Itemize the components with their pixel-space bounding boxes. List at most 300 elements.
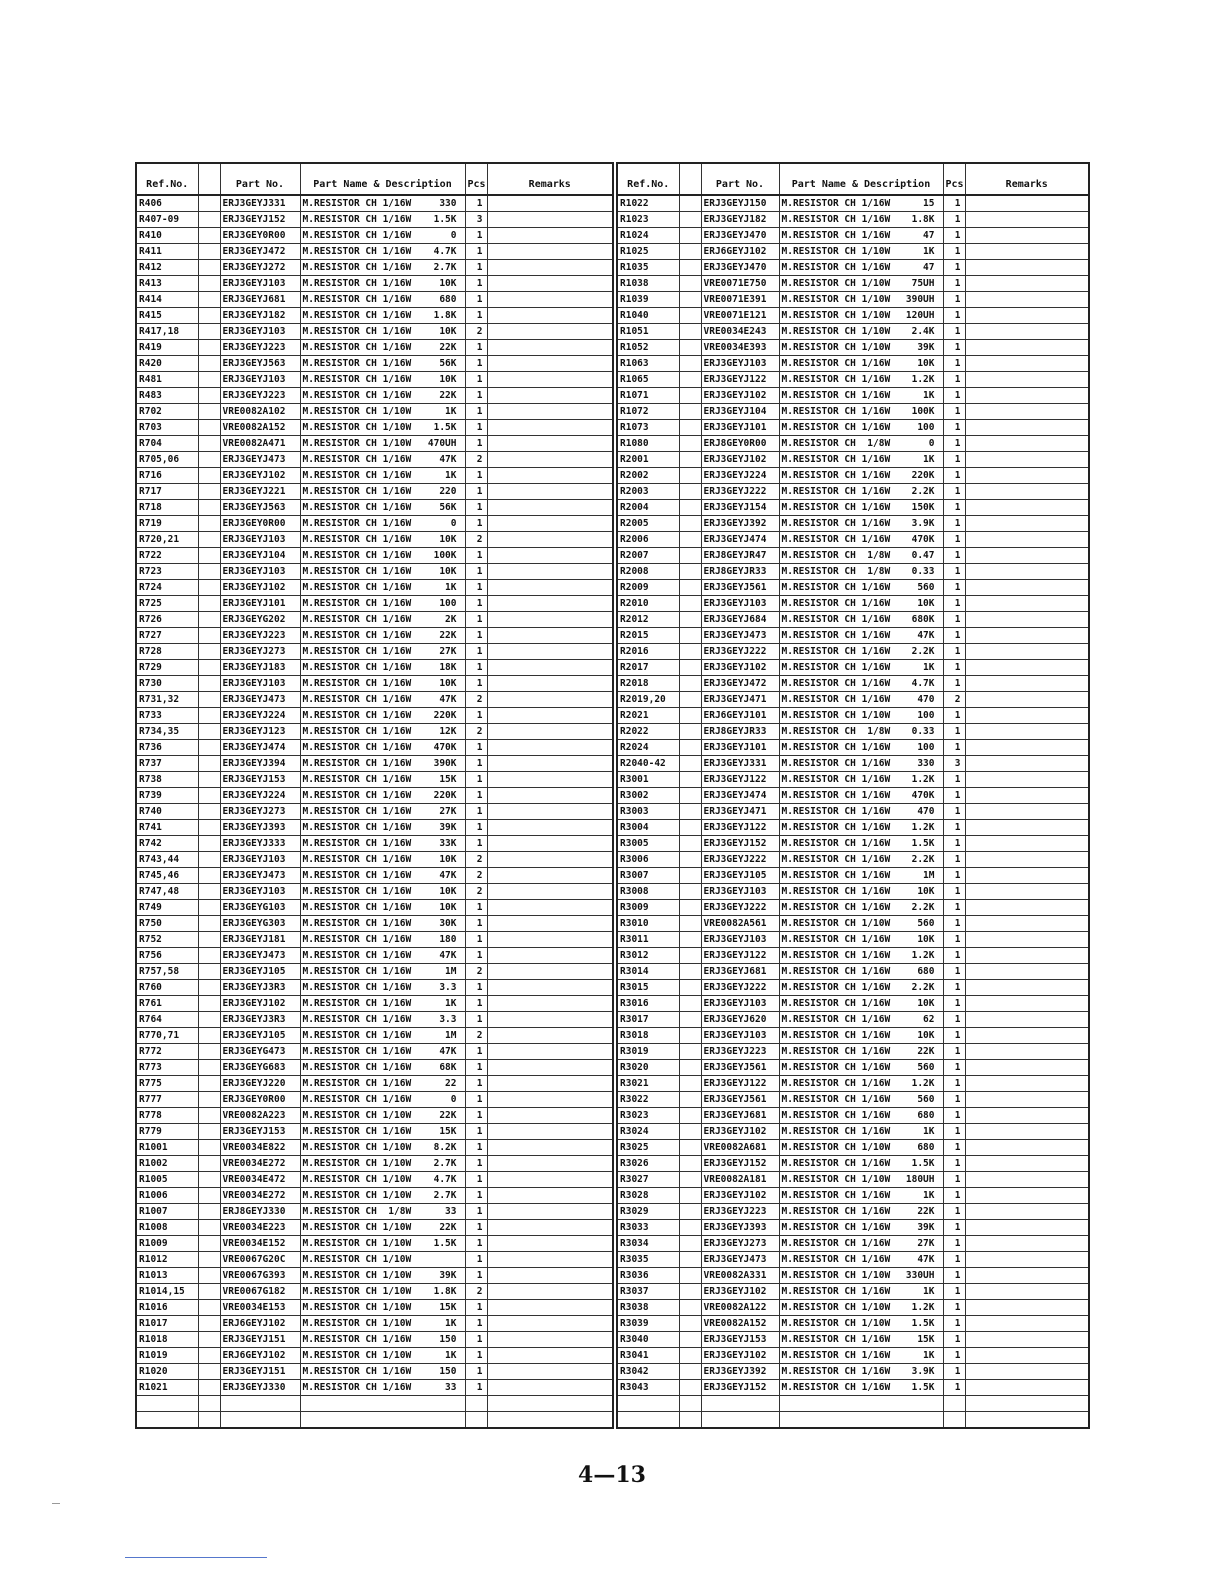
description-text: M.RESISTOR CH 1/16W [302, 1382, 412, 1393]
table-row [136, 388, 613, 404]
table-row [617, 532, 1089, 548]
ref-cell: R417,18 [136, 324, 198, 340]
table-row [136, 548, 613, 564]
value-text: 100 [439, 598, 457, 609]
description-cell [779, 1156, 943, 1172]
remarks-cell [965, 676, 1089, 692]
description-cell [300, 804, 465, 820]
pcs-cell: 1 [943, 852, 965, 868]
part-no-cell: ERJ3GEYJ473 [701, 1252, 779, 1268]
description-cell [300, 1060, 465, 1076]
value-text: 2.4K [911, 326, 935, 337]
description-text: M.RESISTOR CH 1/16W [302, 1014, 412, 1025]
value-text: 15 [923, 198, 935, 209]
part-no-cell: VRE0071E750 [701, 276, 779, 292]
pcs-cell: 1 [943, 1108, 965, 1124]
pcs-cell: 1 [465, 484, 487, 500]
remarks-cell [487, 852, 613, 868]
remarks-cell [965, 1252, 1089, 1268]
ref-cell: R3016 [617, 996, 679, 1012]
blank-cell [198, 692, 220, 708]
value-text: 10K [439, 326, 457, 337]
value-text: 18K [439, 662, 457, 673]
description-text: M.RESISTOR CH 1/10W [781, 294, 891, 305]
table-row [136, 532, 613, 548]
value-text: 2.2K [911, 486, 935, 497]
empty-cell [220, 1396, 300, 1412]
value-text: 22K [439, 390, 457, 401]
blank-cell [679, 228, 701, 244]
pcs-cell: 1 [465, 276, 487, 292]
table-row [136, 980, 613, 996]
part-no-cell: ERJ3GEYJ183 [220, 660, 300, 676]
description-cell [300, 1012, 465, 1028]
value-text: 470 [917, 694, 935, 705]
value-text: 1.2K [911, 950, 935, 961]
part-no-cell: ERJ3GEYJ473 [220, 948, 300, 964]
parts-table-right [616, 162, 1090, 1429]
ref-cell: R737 [136, 756, 198, 772]
value-text: 33 [445, 1206, 457, 1217]
remarks-cell [487, 804, 613, 820]
description-cell [779, 948, 943, 964]
description-text: M.RESISTOR CH 1/16W [781, 198, 891, 209]
blank-cell [679, 1300, 701, 1316]
description-text: M.RESISTOR CH 1/10W [781, 326, 891, 337]
pcs-cell: 1 [465, 948, 487, 964]
blank-cell [198, 996, 220, 1012]
ref-cell: R777 [136, 1092, 198, 1108]
description-cell [779, 1332, 943, 1348]
pcs-cell: 1 [943, 1140, 965, 1156]
description-cell [779, 420, 943, 436]
pcs-cell: 1 [465, 1188, 487, 1204]
table-row [617, 1188, 1089, 1204]
pcs-cell: 1 [465, 916, 487, 932]
ref-cell: R2024 [617, 740, 679, 756]
ref-cell: R481 [136, 372, 198, 388]
description-cell [779, 484, 943, 500]
pcs-cell: 1 [465, 372, 487, 388]
pcs-cell: 1 [465, 260, 487, 276]
pcs-cell: 1 [465, 1044, 487, 1060]
description-text: M.RESISTOR CH 1/16W [302, 1334, 412, 1345]
pcs-cell: 1 [943, 228, 965, 244]
description-cell [779, 1236, 943, 1252]
blank-cell [679, 195, 701, 212]
empty-row [136, 1412, 613, 1429]
description-cell [779, 195, 943, 212]
remarks-cell [487, 1332, 613, 1348]
table-row [136, 1300, 613, 1316]
description-text: M.RESISTOR CH 1/10W [302, 1302, 412, 1313]
ref-cell: R3008 [617, 884, 679, 900]
description-cell [300, 356, 465, 372]
blank-cell [198, 1044, 220, 1060]
blank-cell [679, 324, 701, 340]
part-no-cell: ERJ6GEYJ102 [701, 244, 779, 260]
value-text: 1.8K [911, 214, 935, 225]
description-cell [300, 1316, 465, 1332]
description-text: M.RESISTOR CH 1/16W [781, 870, 891, 881]
description-text: M.RESISTOR CH 1/16W [781, 934, 891, 945]
part-no-cell: VRE0067G20C [220, 1252, 300, 1268]
pcs-cell: 2 [465, 884, 487, 900]
table-row [617, 580, 1089, 596]
part-no-cell: ERJ3GEYJ102 [701, 1188, 779, 1204]
description-text: M.RESISTOR CH 1/16W [302, 662, 412, 673]
part-no-cell: ERJ3GEYJ122 [701, 948, 779, 964]
value-text: 47K [439, 694, 457, 705]
blank-cell [198, 980, 220, 996]
value-text: 1.5K [911, 1318, 935, 1329]
value-text: 680 [439, 294, 457, 305]
value-text: 39K [917, 1222, 935, 1233]
value-text: 1.5K [433, 1238, 457, 1249]
blank-cell [679, 596, 701, 612]
value-text: 3.9K [911, 1366, 935, 1377]
description-cell [300, 1300, 465, 1316]
ref-cell: R1071 [617, 388, 679, 404]
part-no-cell: ERJ3GEYJ101 [701, 740, 779, 756]
ref-cell: R719 [136, 516, 198, 532]
pcs-cell: 2 [465, 868, 487, 884]
remarks-cell [487, 1300, 613, 1316]
description-text: M.RESISTOR CH 1/16W [302, 390, 412, 401]
table-row [617, 708, 1089, 724]
part-no-cell: ERJ3GEYJ273 [220, 804, 300, 820]
value-text: 22K [917, 1206, 935, 1217]
ref-cell: R1065 [617, 372, 679, 388]
blank-cell [679, 580, 701, 596]
table-row [136, 1060, 613, 1076]
remarks-cell [487, 1140, 613, 1156]
value-text: 100 [917, 710, 935, 721]
value-text: 470K [433, 742, 457, 753]
table-row [617, 1284, 1089, 1300]
pcs-cell: 1 [943, 612, 965, 628]
ref-cell: R742 [136, 836, 198, 852]
description-cell [779, 1076, 943, 1092]
table-row [617, 596, 1089, 612]
table-row [136, 484, 613, 500]
pcs-cell: 1 [943, 1332, 965, 1348]
blank-cell [679, 1156, 701, 1172]
part-no-cell: ERJ3GEYJ474 [220, 740, 300, 756]
description-cell [300, 516, 465, 532]
part-no-cell: ERJ3GEYJ105 [220, 964, 300, 980]
ref-cell: R415 [136, 308, 198, 324]
part-no-cell: ERJ8GEYJR47 [701, 548, 779, 564]
remarks-cell [487, 916, 613, 932]
blank-cell [679, 916, 701, 932]
value-text: 47 [923, 262, 935, 273]
empty-cell [679, 1396, 701, 1412]
part-no-cell: ERJ3GEYJ102 [701, 660, 779, 676]
remarks-cell [487, 388, 613, 404]
table-row [617, 516, 1089, 532]
table-row [136, 820, 613, 836]
remarks-cell [965, 1364, 1089, 1380]
blank-cell [198, 324, 220, 340]
description-cell [779, 548, 943, 564]
pcs-cell: 1 [465, 596, 487, 612]
ref-cell: R717 [136, 484, 198, 500]
table-row [136, 1076, 613, 1092]
value-text [457, 1252, 463, 1267]
description-text: M.RESISTOR CH 1/16W [781, 1206, 891, 1217]
table-row [617, 1156, 1089, 1172]
pcs-cell: 1 [943, 1012, 965, 1028]
part-no-cell: ERJ3GEYJ182 [701, 212, 779, 228]
empty-cell [198, 1396, 220, 1412]
ref-cell: R2019,20 [617, 692, 679, 708]
description-text: M.RESISTOR CH 1/16W [781, 1030, 891, 1041]
part-no-cell: VRE0034E153 [220, 1300, 300, 1316]
table-row [617, 1300, 1089, 1316]
table-row [617, 1348, 1089, 1364]
remarks-cell [487, 1364, 613, 1380]
value-text: 15K [917, 1334, 935, 1345]
description-text: M.RESISTOR CH 1/16W [302, 358, 412, 369]
part-no-cell: ERJ3GEY0R00 [220, 1092, 300, 1108]
part-no-cell: ERJ3GEYJ223 [220, 628, 300, 644]
remarks-cell [487, 1268, 613, 1284]
remarks-cell [965, 948, 1089, 964]
value-text: 150 [439, 1366, 457, 1377]
description-text: M.RESISTOR CH 1/16W [781, 982, 891, 993]
description-text: M.RESISTOR CH 1/16W [781, 998, 891, 1009]
pcs-cell: 1 [465, 1204, 487, 1220]
table-row [617, 356, 1089, 372]
description-text: M.RESISTOR CH 1/8W [781, 550, 891, 561]
part-no-cell: ERJ3GEYJ151 [220, 1364, 300, 1380]
pcs-cell: 1 [465, 996, 487, 1012]
table-row [136, 996, 613, 1012]
description-text: M.RESISTOR CH 1/10W [302, 1270, 412, 1281]
ref-cell: R3003 [617, 804, 679, 820]
ref-cell: R734,35 [136, 724, 198, 740]
blank-cell [679, 212, 701, 228]
table-row [136, 724, 613, 740]
ref-cell: R1006 [136, 1188, 198, 1204]
blank-cell [198, 340, 220, 356]
remarks-cell [487, 836, 613, 852]
table-row [617, 1268, 1089, 1284]
description-cell [300, 292, 465, 308]
value-text: 39K [439, 1270, 457, 1281]
pcs-cell: 1 [943, 276, 965, 292]
description-cell [779, 1348, 943, 1364]
table-row [136, 404, 613, 420]
description-cell [779, 324, 943, 340]
description-cell [779, 1108, 943, 1124]
value-text: 2.2K [911, 982, 935, 993]
remarks-cell [487, 1316, 613, 1332]
empty-cell [465, 1396, 487, 1412]
ref-cell: R3043 [617, 1380, 679, 1396]
remarks-cell [965, 468, 1089, 484]
description-cell [300, 660, 465, 676]
blank-cell [198, 1172, 220, 1188]
description-cell [300, 628, 465, 644]
part-no-cell: ERJ3GEYJ222 [701, 644, 779, 660]
table-row [136, 1108, 613, 1124]
ref-cell: R733 [136, 708, 198, 724]
description-cell [300, 596, 465, 612]
description-text: M.RESISTOR CH 1/10W [781, 1318, 891, 1329]
ref-cell: R3026 [617, 1156, 679, 1172]
pcs-cell: 1 [465, 836, 487, 852]
remarks-cell [487, 1348, 613, 1364]
description-cell [779, 692, 943, 708]
description-text: M.RESISTOR CH 1/16W [302, 934, 412, 945]
remarks-cell [965, 1284, 1089, 1300]
ref-cell: R3024 [617, 1124, 679, 1140]
pcs-cell: 1 [943, 740, 965, 756]
pcs-cell: 1 [943, 564, 965, 580]
table-row [617, 324, 1089, 340]
pcs-cell: 1 [943, 836, 965, 852]
table-row [617, 932, 1089, 948]
description-text: M.RESISTOR CH 1/16W [302, 678, 412, 689]
part-no-cell: ERJ3GEYG683 [220, 1060, 300, 1076]
part-no-cell: ERJ3GEYJ222 [701, 900, 779, 916]
ref-cell: R1035 [617, 260, 679, 276]
remarks-cell [965, 1188, 1089, 1204]
remarks-cell [965, 1316, 1089, 1332]
blank-cell [679, 836, 701, 852]
description-text: M.RESISTOR CH 1/16W [302, 838, 412, 849]
value-text: 1K [923, 1286, 935, 1297]
pcs-cell: 1 [943, 420, 965, 436]
blank-cell [198, 1316, 220, 1332]
part-no-cell: VRE0082A331 [701, 1268, 779, 1284]
pcs-cell: 1 [465, 195, 487, 212]
description-text: M.RESISTOR CH 1/16W [302, 1078, 412, 1089]
part-no-cell: ERJ3GEYJ471 [701, 692, 779, 708]
remarks-cell [965, 708, 1089, 724]
part-no-cell: ERJ6GEYJ102 [220, 1348, 300, 1364]
remarks-cell [965, 484, 1089, 500]
description-text: M.RESISTOR CH 1/16W [781, 1286, 891, 1297]
pcs-cell: 1 [943, 1236, 965, 1252]
blank-cell [198, 900, 220, 916]
pcs-cell: 1 [465, 740, 487, 756]
value-text: 12K [439, 726, 457, 737]
remarks-cell [487, 1284, 613, 1300]
blank-cell [679, 948, 701, 964]
pcs-cell: 1 [943, 244, 965, 260]
pcs-cell: 1 [943, 388, 965, 404]
description-text: M.RESISTOR CH 1/16W [781, 1238, 891, 1249]
empty-row [617, 1396, 1089, 1412]
blank-cell [679, 980, 701, 996]
ref-cell: R1008 [136, 1220, 198, 1236]
blank-cell [198, 1236, 220, 1252]
part-no-cell: ERJ3GEYJ122 [701, 372, 779, 388]
value-text: 1K [445, 998, 457, 1009]
remarks-cell [965, 1124, 1089, 1140]
part-no-cell: VRE0071E121 [701, 308, 779, 324]
description-cell [300, 532, 465, 548]
blank-cell [679, 308, 701, 324]
description-cell [300, 1188, 465, 1204]
description-text: M.RESISTOR CH 1/10W [302, 1238, 412, 1249]
pcs-cell: 1 [465, 404, 487, 420]
description-cell [300, 1156, 465, 1172]
description-text: M.RESISTOR CH 1/8W [781, 566, 891, 577]
description-text: M.RESISTOR CH 1/16W [302, 1366, 412, 1377]
part-no-cell: ERJ3GEYJ102 [701, 1124, 779, 1140]
blank-cell [198, 580, 220, 596]
description-cell [300, 740, 465, 756]
ref-cell: R770,71 [136, 1028, 198, 1044]
table-row [136, 868, 613, 884]
blank-cell [679, 804, 701, 820]
blank-cell [679, 692, 701, 708]
table-row [617, 195, 1089, 212]
value-text: 47 [923, 230, 935, 241]
ref-cell: R703 [136, 420, 198, 436]
ref-cell: R1022 [617, 195, 679, 212]
description-cell [779, 1188, 943, 1204]
part-no-cell: ERJ3GEYJ103 [701, 596, 779, 612]
pcs-cell: 1 [465, 676, 487, 692]
part-no-cell: VRE0082A181 [701, 1172, 779, 1188]
pcs-cell: 1 [465, 228, 487, 244]
pcs-cell: 1 [943, 212, 965, 228]
blank-cell [198, 1188, 220, 1204]
description-text: M.RESISTOR CH 1/16W [781, 1222, 891, 1233]
part-no-cell: ERJ8GEYJR33 [701, 564, 779, 580]
remarks-cell [965, 628, 1089, 644]
part-no-cell: ERJ8GEYJ330 [220, 1204, 300, 1220]
remarks-cell [965, 740, 1089, 756]
description-cell [779, 980, 943, 996]
description-text: M.RESISTOR CH 1/16W [781, 838, 891, 849]
blank-cell [679, 628, 701, 644]
part-no-cell: ERJ3GEYJ222 [701, 484, 779, 500]
blank-cell [198, 676, 220, 692]
remarks-cell [965, 308, 1089, 324]
description-text: M.RESISTOR CH 1/16W [302, 614, 412, 625]
remarks-cell [487, 1028, 613, 1044]
description-text: M.RESISTOR CH 1/16W [302, 982, 412, 993]
remarks-cell [965, 324, 1089, 340]
parts-table-left [135, 162, 614, 1429]
description-text: M.RESISTOR CH 1/10W [781, 246, 891, 257]
table-row [136, 1220, 613, 1236]
description-text: M.RESISTOR CH 1/16W [781, 1094, 891, 1105]
value-text: 1.5K [911, 1382, 935, 1393]
value-text: 560 [917, 1062, 935, 1073]
part-no-cell: ERJ3GEYJ153 [220, 1124, 300, 1140]
part-no-cell: ERJ3GEYJ473 [701, 628, 779, 644]
ref-cell: R3035 [617, 1252, 679, 1268]
description-cell [300, 1028, 465, 1044]
ref-cell: R3037 [617, 1284, 679, 1300]
blank-cell [679, 612, 701, 628]
table-row [136, 1380, 613, 1396]
ref-cell: R1019 [136, 1348, 198, 1364]
remarks-cell [487, 516, 613, 532]
blank-cell [679, 884, 701, 900]
remarks-cell [487, 596, 613, 612]
empty-cell [779, 1412, 943, 1429]
table-row [136, 900, 613, 916]
ref-header: Ref.No. [617, 163, 679, 195]
